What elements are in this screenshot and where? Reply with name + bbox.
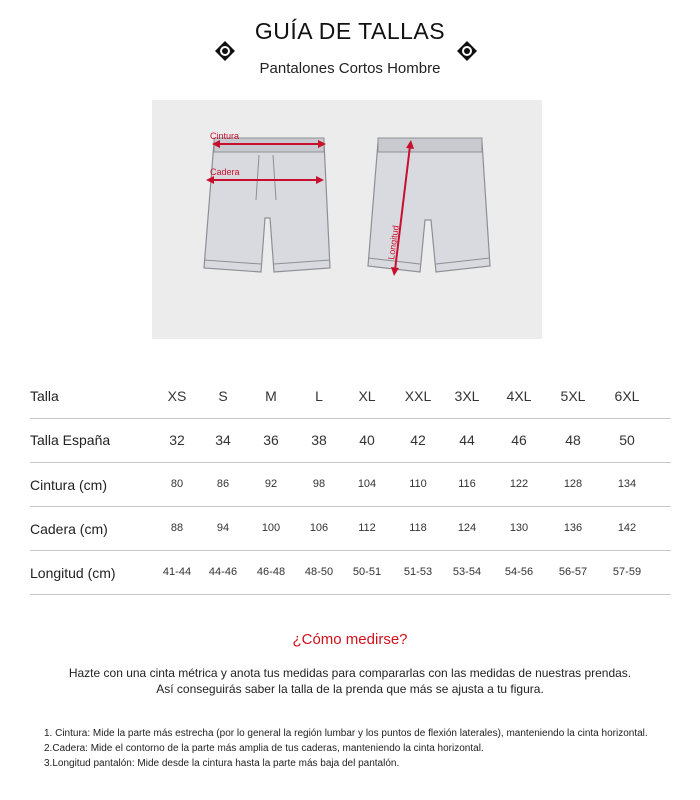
- table-cell: 88: [170, 522, 184, 534]
- howto-line-2: Así conseguirás saber la talla de la prenda que más se ajusta a tu figura.: [156, 682, 544, 696]
- row-label: Talla España: [30, 432, 111, 448]
- howto-line-1: Hazte con una cinta métrica y anota tus medidas para compararlas con las medidas de nuestras prendas.: [68, 666, 632, 680]
- table-cell: 53-54: [452, 566, 482, 578]
- table-row: [30, 551, 671, 595]
- table-cell: 116: [458, 478, 476, 490]
- table-cell: 34: [215, 432, 231, 448]
- hip-label: Cadera: [210, 167, 240, 177]
- shorts-measurement-illustration: [152, 100, 542, 339]
- diamond-icon: [456, 40, 478, 62]
- measurement-notes: [44, 726, 648, 771]
- row-label: Cintura (cm): [30, 477, 108, 493]
- page-subtitle: Pantalones Cortos Hombre: [259, 60, 441, 77]
- table-cell: 44: [459, 432, 475, 448]
- table-cell: XS: [167, 388, 187, 404]
- row-label: Talla: [30, 388, 59, 404]
- table-cell: 50: [619, 432, 635, 448]
- diamond-icon: [214, 40, 236, 62]
- table-cell: 104: [357, 478, 377, 490]
- table-cell: 80: [170, 478, 184, 490]
- table-cell: XXL: [404, 388, 432, 404]
- row-label: Longitud (cm): [30, 565, 116, 581]
- howto-text: [0, 665, 700, 697]
- table-cell: 122: [509, 478, 529, 490]
- table-cell: L: [315, 388, 323, 404]
- table-cell: 41-44: [162, 566, 192, 578]
- table-cell: 36: [263, 432, 279, 448]
- table-cell: 106: [309, 522, 329, 534]
- table-cell: 32: [169, 432, 185, 448]
- note-item: 2.Cadera: Mide el contorno de la parte más amplia de tus caderas, manteniendo la cinta horizontal.: [44, 743, 484, 754]
- table-cell: M: [265, 388, 277, 404]
- table-cell: 46: [511, 432, 527, 448]
- table-cell: 100: [261, 522, 281, 534]
- note-item: 3.Longitud pantalón: Mide desde la cintura hasta la parte más baja del pantalón.: [44, 758, 400, 769]
- note-item: 1. Cintura: Mide la parte más estrecha (por lo general la región lumbar y los puntos de flexión laterales), manteniendo la cinta horizontal.: [44, 728, 648, 739]
- length-label: Longitud: [386, 224, 401, 261]
- table-cell: 38: [311, 432, 327, 448]
- table-cell: 50-51: [352, 566, 382, 578]
- row-label: Cadera (cm): [30, 521, 108, 537]
- table-cell: 57-59: [612, 566, 642, 578]
- table-cell: 48: [565, 432, 581, 448]
- table-cell: 128: [563, 478, 583, 490]
- header: [0, 18, 700, 45]
- front-shorts-drawing: [204, 138, 330, 272]
- table-cell: 130: [509, 522, 529, 534]
- table-cell: 112: [358, 522, 376, 534]
- table-cell: 124: [457, 522, 477, 534]
- table-cell: 5XL: [560, 388, 586, 404]
- table-cell: 3XL: [454, 388, 480, 404]
- table-cell: S: [218, 388, 228, 404]
- table-cell: 54-56: [504, 566, 534, 578]
- table-cell: 48-50: [304, 566, 334, 578]
- table-cell: 40: [359, 432, 375, 448]
- table-cell: 94: [216, 522, 230, 534]
- table-cell: 110: [409, 478, 427, 490]
- table-cell: 142: [617, 522, 637, 534]
- table-cell: XL: [358, 388, 376, 404]
- table-cell: 44-46: [208, 566, 238, 578]
- page-title: GUÍA DE TALLAS: [254, 18, 446, 44]
- table-row: [30, 375, 671, 419]
- howto-title: ¿Cómo medirse?: [292, 631, 408, 648]
- table-cell: 46-48: [256, 566, 286, 578]
- table-cell: 42: [410, 432, 426, 448]
- table-cell: 4XL: [506, 388, 532, 404]
- table-cell: 118: [409, 522, 427, 534]
- table-cell: 98: [312, 478, 326, 490]
- table-row: [30, 507, 671, 551]
- table-row: [30, 463, 671, 507]
- table-cell: 51-53: [403, 566, 433, 578]
- size-table: [30, 375, 671, 595]
- table-cell: 86: [216, 478, 230, 490]
- table-cell: 92: [264, 478, 278, 490]
- table-cell: 56-57: [558, 566, 588, 578]
- table-cell: 136: [563, 522, 583, 534]
- table-row: [30, 419, 671, 463]
- waist-label: Cintura: [210, 131, 240, 141]
- table-cell: 134: [617, 478, 637, 490]
- table-cell: 6XL: [614, 388, 640, 404]
